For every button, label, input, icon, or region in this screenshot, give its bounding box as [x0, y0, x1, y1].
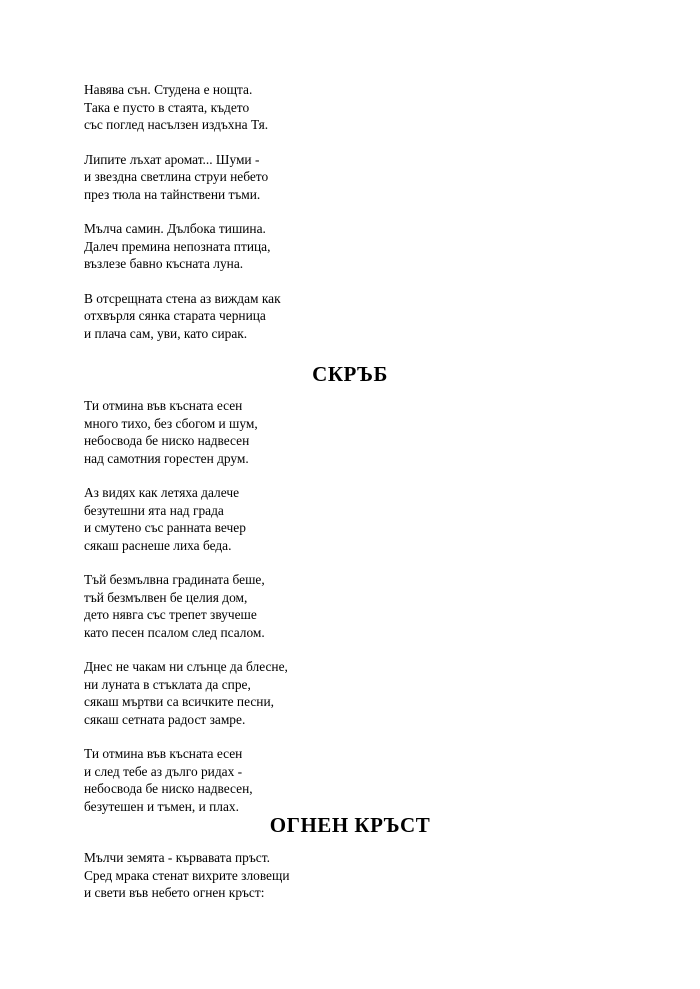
- stanza: [84, 849, 289, 902]
- verse-line: Днес не чакам ни слънце да блесне,: [84, 659, 288, 674]
- verse-line: сякаш мъртви са всичките песни,: [84, 694, 274, 709]
- verse-line: Аз видях как летяха далече: [84, 485, 240, 500]
- verse-line: Навява сън. Студена е нощта.: [84, 82, 253, 97]
- verse-line: безутешен и тъмен, и плах.: [84, 798, 239, 814]
- stanza: [84, 745, 288, 815]
- verse-line: много тихо, без сбогом и шум,: [84, 415, 258, 431]
- verse-line: Така е пусто в стаята, където: [84, 99, 250, 115]
- verse-line: възлезе бавно късната луна.: [84, 256, 244, 271]
- verse-line: над самотния горестен друм.: [84, 450, 249, 466]
- verse-line: Далеч премина непозната птица,: [84, 238, 271, 254]
- poem-1: [84, 81, 281, 359]
- verse-line: Мълча самин. Дълбока тишина.: [84, 221, 266, 236]
- verse-line: Тъй безмълвна градината беше,: [84, 572, 265, 587]
- stanza: [84, 658, 288, 728]
- verse-line: небосвода бе ниско надвесен: [84, 433, 250, 448]
- stanza: [84, 220, 281, 273]
- verse-line: Мълчи земята - кървавата пръст.: [84, 850, 270, 865]
- stanza: [84, 397, 288, 467]
- verse-line: ни луната в стъклата да спре,: [84, 676, 251, 692]
- verse-line: Сред мрака стенат вихрите зловещи: [84, 867, 290, 883]
- verse-line: отхвърля сянка старата черница: [84, 308, 266, 323]
- poem-title: ОГНЕН КРЪСТ: [269, 813, 431, 837]
- stanza: [84, 484, 288, 554]
- verse-line: Ти отмина във късната есен: [84, 746, 243, 761]
- stanza: [84, 151, 281, 204]
- verse-line: и звездна светлина струи небето: [84, 169, 269, 184]
- verse-line: и смутено със ранната вечер: [84, 520, 246, 535]
- verse-line: и плача сам, уви, като сирак.: [84, 325, 248, 341]
- verse-line: сякаш раснеше лиха беда.: [84, 537, 232, 553]
- stanza: [84, 571, 288, 641]
- verse-line: със поглед насълзен издъхна Тя.: [84, 117, 269, 132]
- stanza: [84, 81, 281, 134]
- verse-line: и след тебе аз дълго ридах -: [84, 763, 243, 779]
- verse-line: тъй безмълвен бе целия дом,: [84, 589, 248, 605]
- verse-line: и свети във небето огнен кръст:: [84, 885, 265, 900]
- stanza: [84, 290, 281, 343]
- verse-line: Липите лъхат аромат... Шуми -: [84, 151, 260, 167]
- verse-line: небосвода бе ниско надвесен,: [84, 781, 253, 796]
- verse-line: като песен псалом след псалом.: [84, 624, 265, 640]
- verse-line: през тюла на тайнствени тъми.: [84, 186, 261, 202]
- verse-line: дето нявга със трепет звучеше: [84, 607, 257, 622]
- verse-line: Ти отмина във късната есен: [84, 398, 243, 413]
- poem-2: [84, 397, 288, 832]
- poem-3: [84, 849, 289, 919]
- verse-line: сякаш сетната радост замре.: [84, 711, 246, 727]
- verse-line: В отсрещната стена аз виждам как: [84, 290, 281, 306]
- poem-title: СКРЪБ: [312, 362, 388, 386]
- verse-line: безутешни ята над града: [84, 502, 224, 518]
